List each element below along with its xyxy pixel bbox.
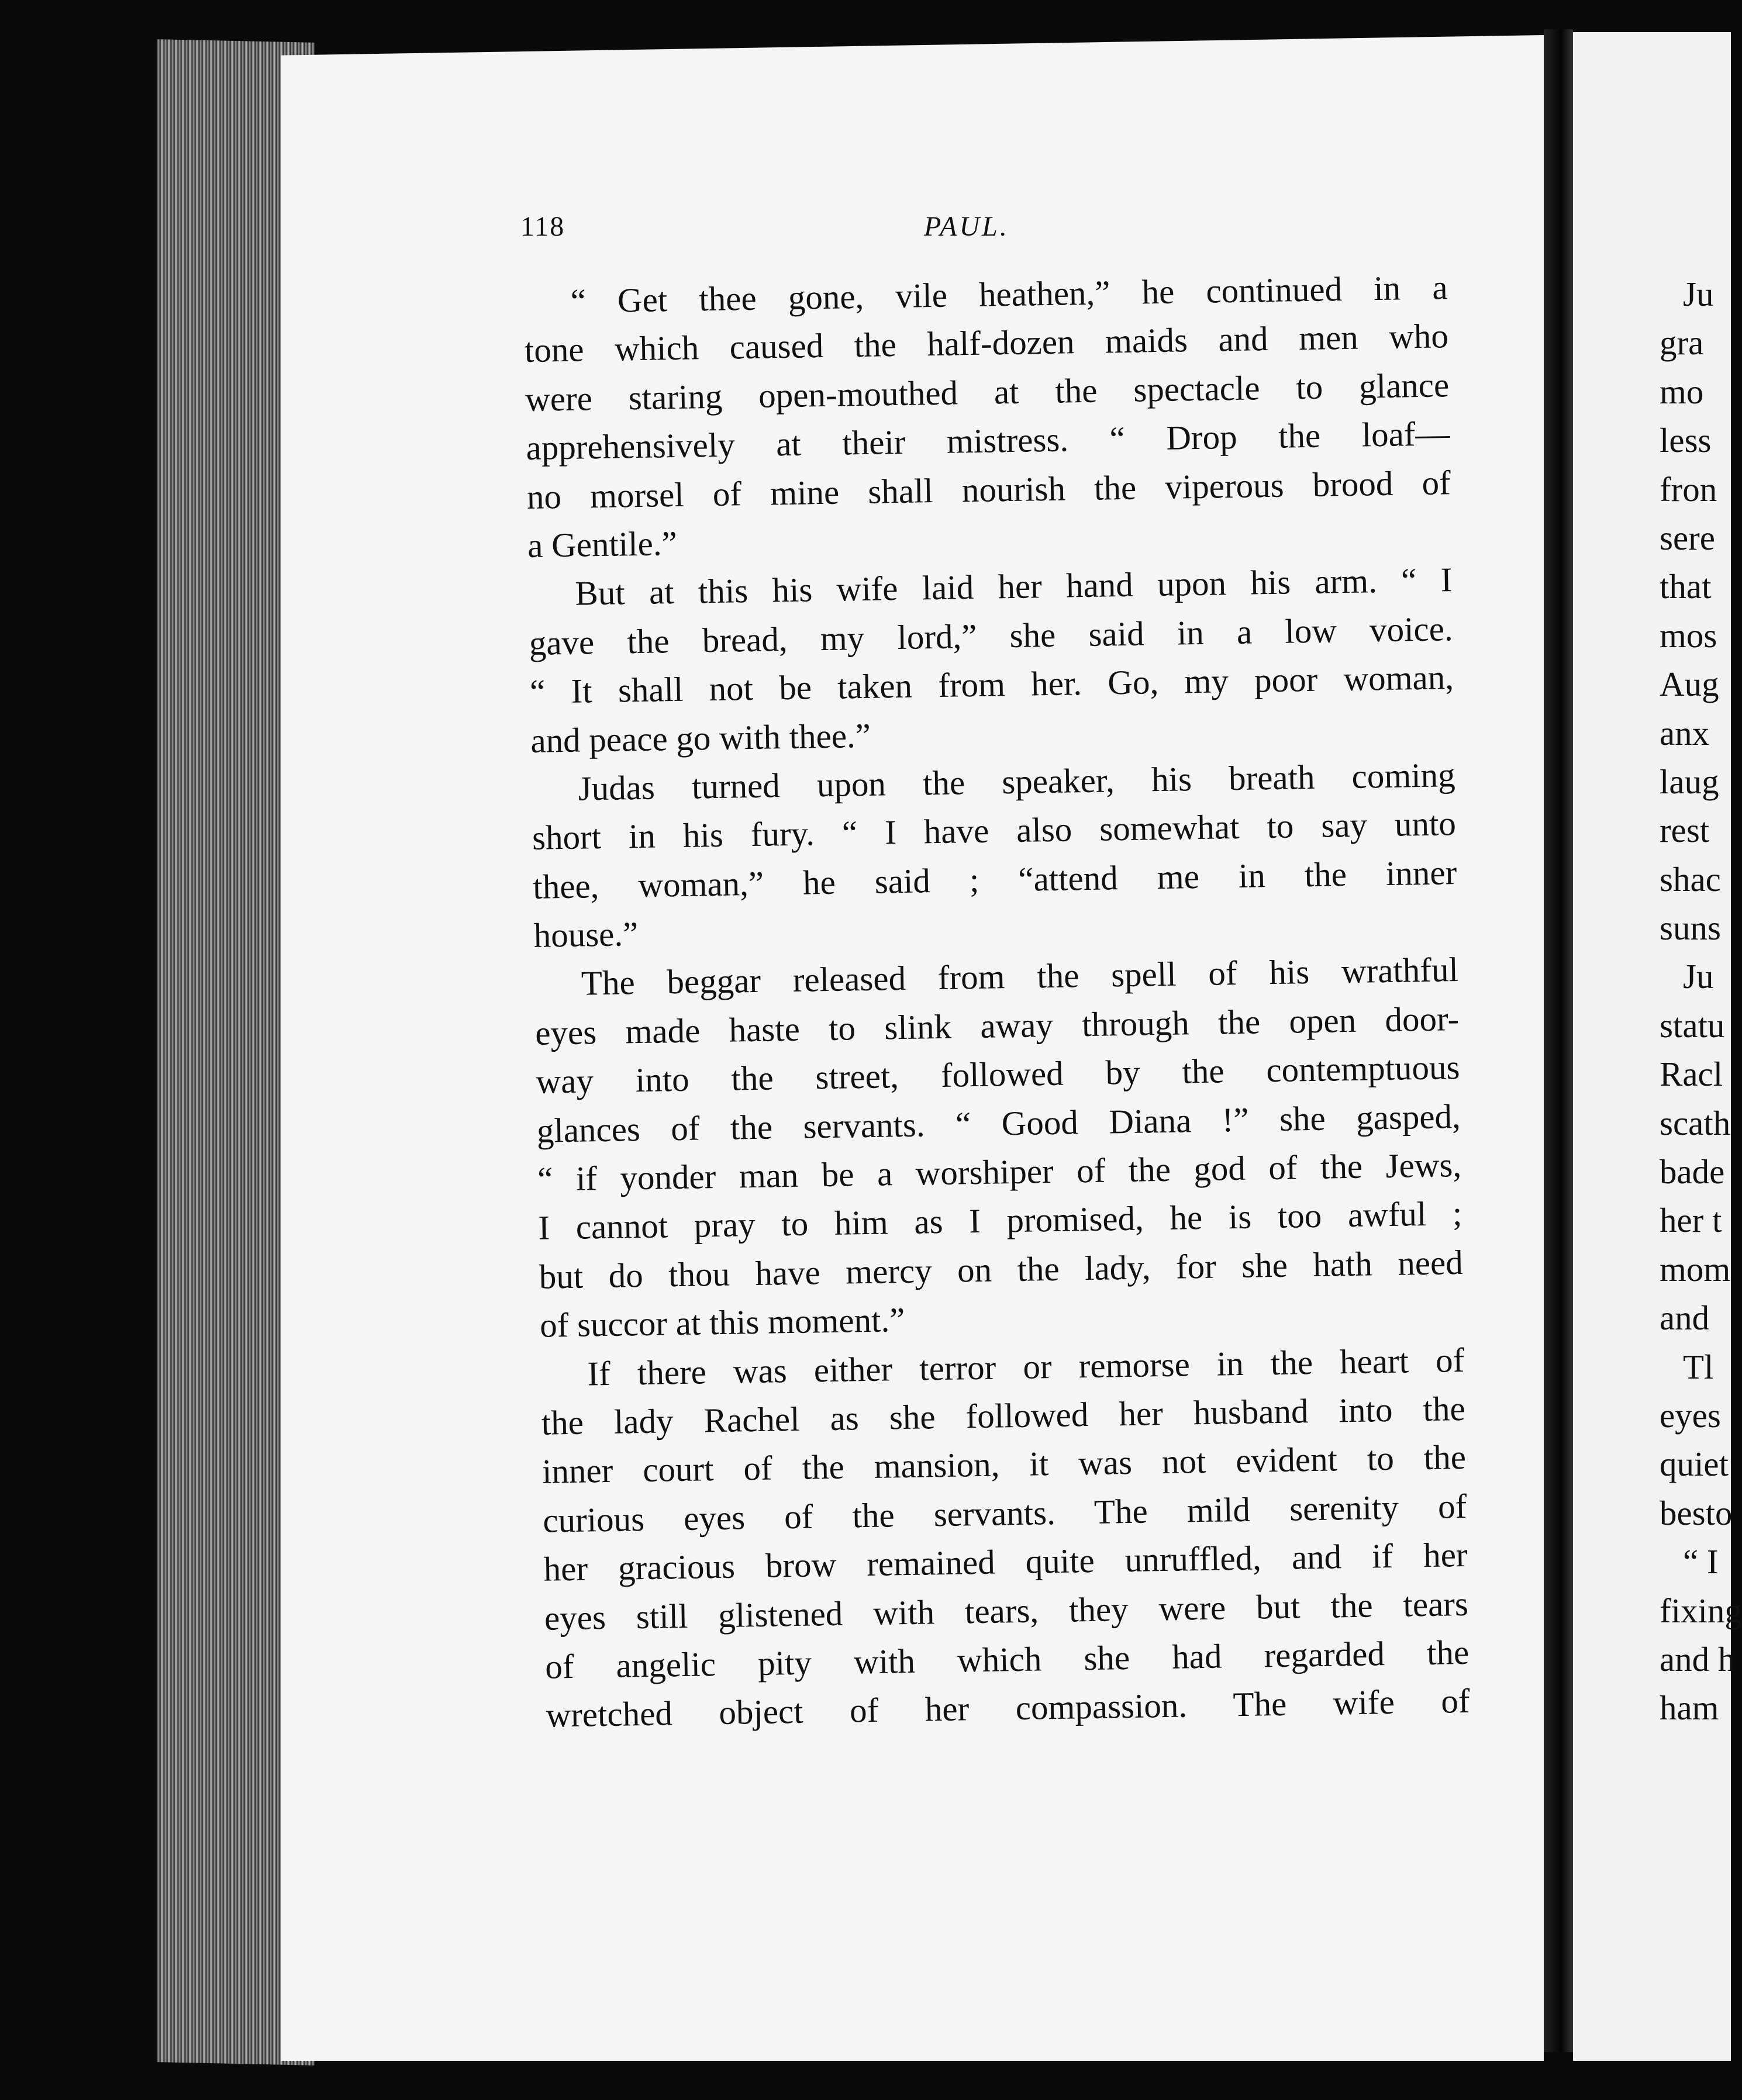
right-page-line-fragment: that (1660, 567, 1712, 606)
text-line: But at this his wife laid her hand upon his arm. “ I (574, 560, 1453, 613)
right-page-text-fragments (1660, 270, 1742, 1733)
right-page-line-fragment: laug (1660, 762, 1719, 801)
text-line: I cannot pray to him as I promised, he is too awful ; (538, 1194, 1462, 1248)
right-page-line-fragment: ham (1660, 1688, 1719, 1728)
text-line: gave the bread, my lord,” she said in a low voice. (529, 609, 1454, 662)
right-page-line-fragment: mom (1660, 1249, 1731, 1289)
page-header (520, 210, 1444, 251)
text-line: the lady Rachel as she followed her husband into the (541, 1389, 1466, 1442)
text-line: Judas turned upon the speaker, his breath coming (578, 755, 1456, 808)
right-page-line-fragment: statu (1660, 1006, 1725, 1045)
right-page-line-fragment: scath (1660, 1103, 1731, 1142)
right-page-line-fragment: bade (1660, 1152, 1725, 1191)
right-page-line-fragment: anx (1660, 713, 1710, 752)
right-page-line-fragment: Ju (1683, 957, 1714, 996)
right-page-line-fragment: Aug (1660, 665, 1719, 704)
text-line: were staring open-mouthed at the spectacle to glance (525, 365, 1450, 419)
text-line: no morsel of mine shall nourish the viperous brood of (526, 462, 1451, 516)
right-page-line-fragment: and (1660, 1298, 1710, 1338)
right-page-line-fragment: Tl (1683, 1347, 1714, 1386)
right-page-line-fragment: her t (1660, 1201, 1722, 1240)
text-line: of succor at this moment.” (539, 1300, 905, 1345)
text-line: short in his fury. “ I have also somewhat to say unto (532, 804, 1457, 858)
text-line: house.” (533, 914, 639, 955)
text-line: eyes still glistened with tears, they were but the tears (544, 1584, 1469, 1638)
text-line: “ if yonder man be a worshiper of the god of the Jews, (537, 1145, 1462, 1198)
left-page-text (523, 263, 1470, 1740)
text-line: of angelic pity with which she had regarded the (544, 1632, 1470, 1686)
right-page-line-fragment: and h (1660, 1639, 1736, 1678)
text-line: thee, woman,” he said ; “attend me in the inner (532, 852, 1457, 906)
text-line: eyes made haste to slink away through the open door- (534, 999, 1460, 1052)
right-page-line-fragment: mo (1660, 372, 1704, 411)
running-title: PAUL. (924, 211, 1009, 242)
right-page-line-fragment: less (1660, 421, 1712, 460)
text-line: apprehensively at their mistress. “ Drop the loaf— (526, 414, 1450, 468)
text-line: way into the street, followed by the contemptuous (536, 1048, 1460, 1101)
text-line: a Gentile.” (527, 523, 678, 565)
text-line: The beggar released from the spell of his wrathful (581, 950, 1459, 1003)
right-page-line-fragment: gra (1660, 323, 1704, 362)
text-line: wretched object of her compassion. The wife of (546, 1681, 1470, 1735)
text-line: “ Get thee gone, vile heathen,” he continued in a (570, 268, 1448, 320)
right-page-line-fragment: Racl (1660, 1055, 1723, 1094)
text-line: inner court of the mansion, it was not evident to the (541, 1438, 1467, 1491)
right-page-line-fragment: mos (1660, 616, 1717, 655)
book-gutter (1544, 29, 1573, 2052)
text-line: “ It shall not be taken from her. Go, my poor woman, (529, 658, 1454, 711)
text-line: If there was either terror or remorse in the heart of (587, 1340, 1465, 1393)
right-page-line-fragment: shac (1660, 859, 1721, 899)
text-line: glances of the servants. “ Good Diana !” she gasped, (536, 1096, 1461, 1150)
text-line: tone which caused the half-dozen maids and men who (524, 316, 1449, 370)
right-page-line-fragment: fron (1660, 469, 1717, 509)
right-page-line-fragment: quiet (1660, 1445, 1729, 1484)
right-page-line-fragment: sere (1660, 518, 1715, 557)
text-line: and peace go with thee.” (530, 716, 871, 760)
right-page-line-fragment: suns (1660, 909, 1721, 948)
right-page-line-fragment: besto (1660, 1493, 1733, 1532)
right-page-line-fragment: rest (1660, 811, 1710, 850)
page-number: 118 (520, 211, 565, 242)
text-line: her gracious brow remained quite unruffled, and if her (543, 1535, 1468, 1588)
text-line: curious eyes of the servants. The mild serenity of (542, 1486, 1467, 1540)
text-line: but do thou have mercy on the lady, for she hath need (539, 1242, 1464, 1296)
right-page-line-fragment: fixing (1660, 1591, 1742, 1630)
right-page-line-fragment: Ju (1683, 275, 1714, 313)
right-page-line-fragment: “ I (1683, 1542, 1719, 1581)
right-page-line-fragment: eyes (1660, 1396, 1721, 1435)
